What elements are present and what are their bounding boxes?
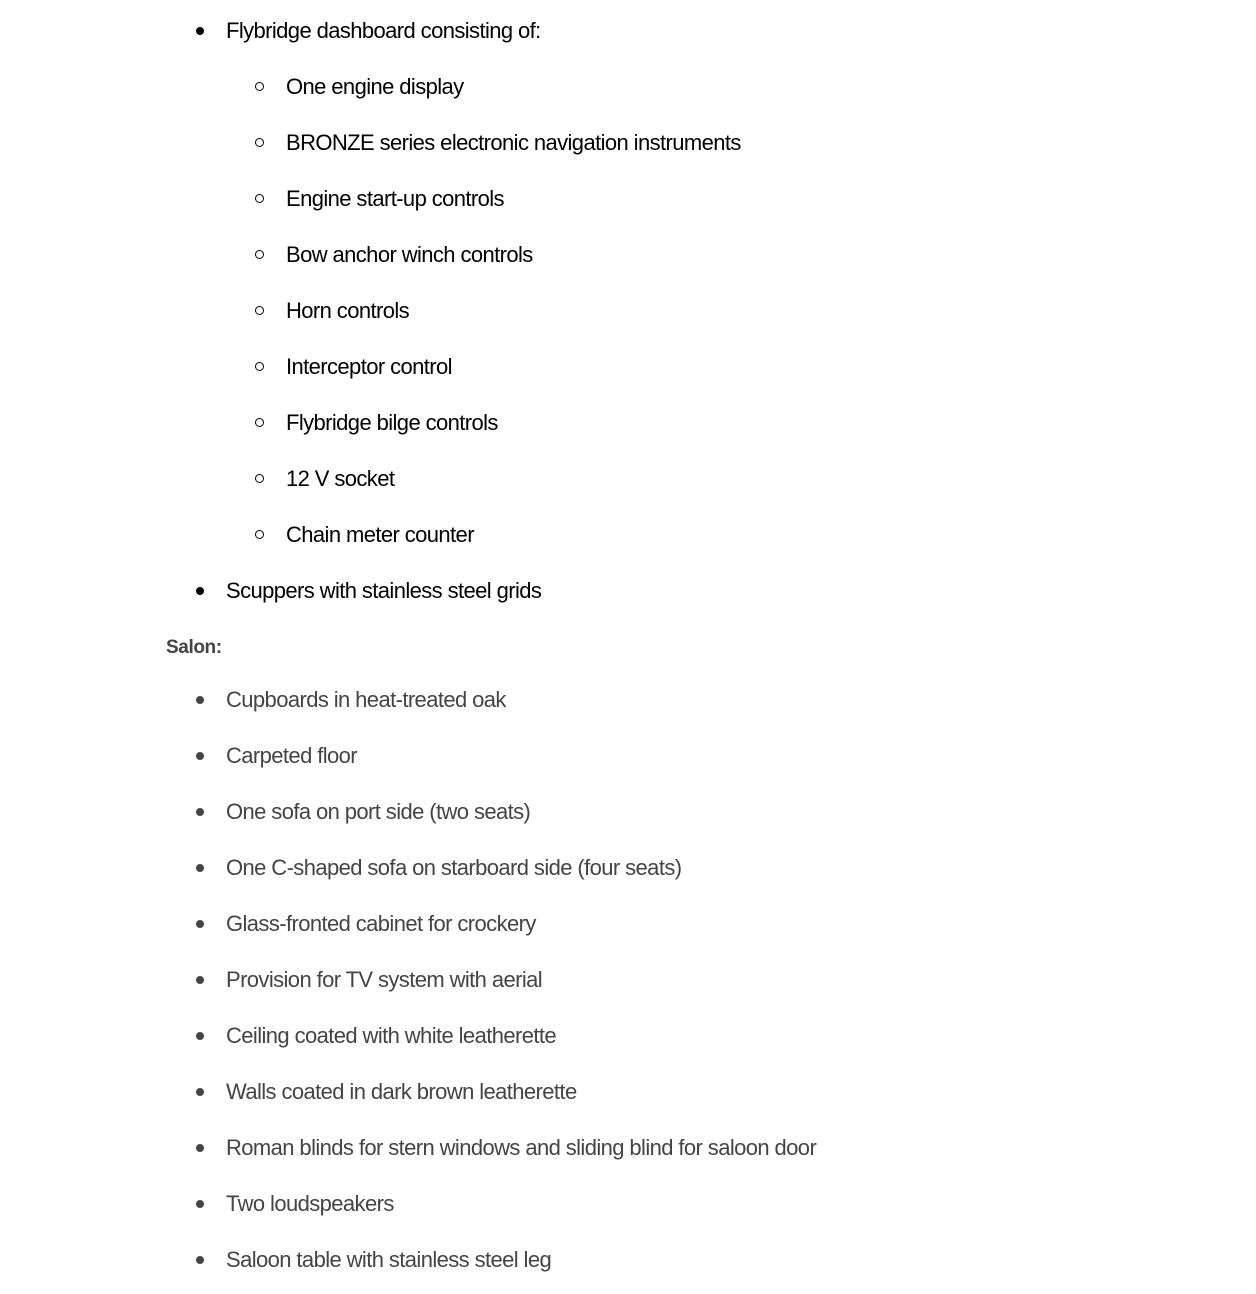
sub-list-item-label: Chain meter counter <box>286 522 474 547</box>
list-item-label: Roman blinds for stern windows and sliding blind for saloon door <box>226 1135 817 1160</box>
bullet-disc-icon <box>196 27 204 35</box>
list-item-label: Walls coated in dark brown leatherette <box>226 1079 577 1104</box>
section-heading-salon: Salon: <box>166 637 222 658</box>
bullet-disc-icon <box>196 587 204 595</box>
sub-list-item-label: Horn controls <box>286 298 410 323</box>
bullet-disc-icon <box>196 1144 204 1152</box>
bullet-disc-icon <box>196 864 204 872</box>
bullet-circle-icon <box>255 418 264 427</box>
bullet-circle-icon <box>255 194 264 203</box>
list-item-label: Carpeted floor <box>226 743 358 768</box>
bullet-disc-icon <box>196 1256 204 1264</box>
list-item-label: Cupboards in heat-treated oak <box>226 687 506 712</box>
bullet-circle-icon <box>255 306 264 315</box>
bullet-disc-icon <box>196 752 204 760</box>
sub-list-item-label: Engine start-up controls <box>286 186 504 211</box>
sub-list-item-label: One engine display <box>286 74 464 99</box>
sub-list-item-label: BRONZE series electronic navigation instruments <box>286 130 741 155</box>
list-item-label: One sofa on port side (two seats) <box>226 799 531 824</box>
bullet-disc-icon <box>196 1032 204 1040</box>
sub-list-item-label: Bow anchor winch controls <box>286 242 533 267</box>
bullet-disc-icon <box>196 1200 204 1208</box>
list-item-label: Glass-fronted cabinet for crockery <box>226 911 536 936</box>
bullet-circle-icon <box>255 474 264 483</box>
bullet-disc-icon <box>196 920 204 928</box>
bullet-circle-icon <box>255 362 264 371</box>
bullet-disc-icon <box>196 808 204 816</box>
bullet-circle-icon <box>255 138 264 147</box>
list-item-label: Two loudspeakers <box>226 1191 394 1216</box>
list-item-label: Ceiling coated with white leatherette <box>226 1023 557 1048</box>
bullet-disc-icon <box>196 696 204 704</box>
list-item-label: Scuppers with stainless steel grids <box>226 578 542 603</box>
sub-list-item-label: Interceptor control <box>286 354 452 379</box>
sub-list-item-label: 12 V socket <box>286 466 395 491</box>
bullet-circle-icon <box>255 250 264 259</box>
list-item-label: Saloon table with stainless steel leg <box>226 1247 552 1272</box>
list-item-label: One C-shaped sofa on starboard side (four seats) <box>226 855 682 880</box>
bullet-circle-icon <box>255 530 264 539</box>
list-item-label: Flybridge dashboard consisting of: <box>226 18 541 43</box>
bullet-circle-icon <box>255 82 264 91</box>
bullet-disc-icon <box>196 976 204 984</box>
list-item-label: Provision for TV system with aerial <box>226 967 543 992</box>
sub-list-item-label: Flybridge bilge controls <box>286 410 498 435</box>
bullet-disc-icon <box>196 1088 204 1096</box>
